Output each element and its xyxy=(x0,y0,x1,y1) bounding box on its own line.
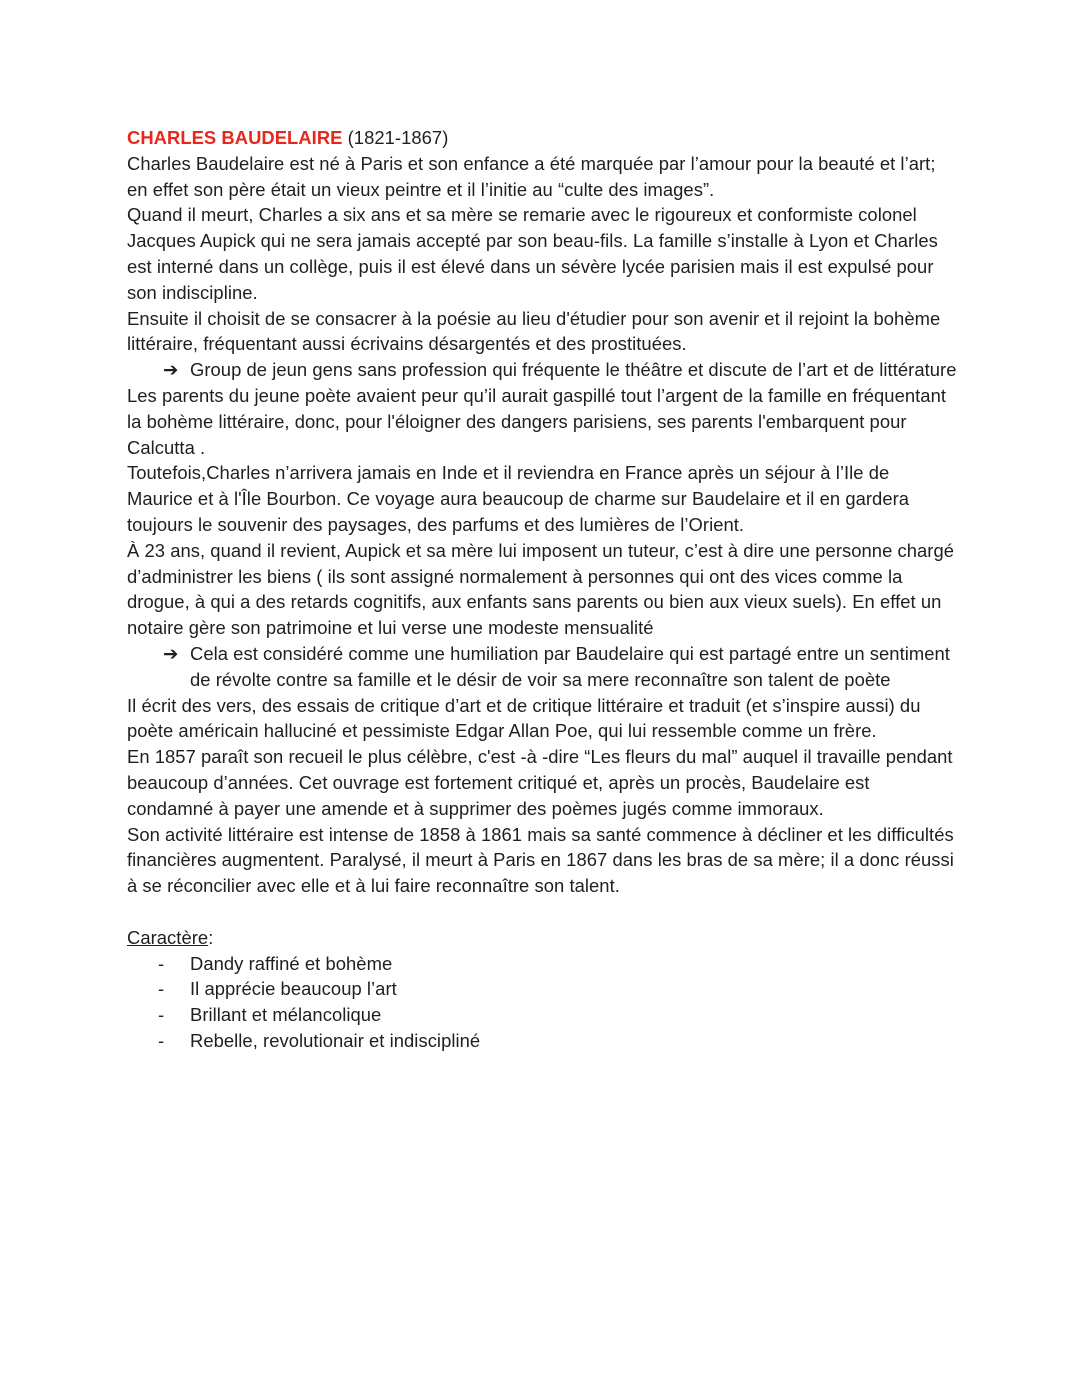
dash-marker: - xyxy=(158,1029,165,1051)
list-item xyxy=(127,1002,957,1028)
list-item-text: Brillant et mélancolique xyxy=(190,1004,382,1026)
dash-marker: - xyxy=(158,1004,165,1026)
character-heading-colon: : xyxy=(208,926,214,948)
arrow-bullet-text: Cela est considéré comme une humiliation par Baudelaire qui est partagé entre un sentiment de révolte contre sa famille et le désir de voir sa mere reconnaître son talent de poète xyxy=(190,642,950,690)
title-dates: (1821-1867) xyxy=(342,127,449,148)
list-item-text: Il apprécie beaucoup l’art xyxy=(190,978,397,1000)
blank-line xyxy=(127,899,957,925)
paragraph: À 23 ans, quand il revient, Aupick et sa mère lui imposent un tuteur, c’est à dire une personne chargé d’administrer les biens ( ils sont assigné normalement à personnes qui ont des vices comme la drogue, à qui a des retards cognitifs, aux enfants sans parents ou bien aux vieux suels). En effet un notaire gère son patrimoine et lui verse une modeste mensualité xyxy=(127,539,955,639)
title-name: CHARLES BAUDELAIRE xyxy=(127,127,343,148)
paragraph: Il écrit des vers, des essais de critique d’art et de critique littéraire et traduit (et s’inspire aussi) du poète américain halluciné et pessimiste Edgar Allan Poe, qui lui ressemble comme un frère. xyxy=(127,694,921,742)
document-body xyxy=(127,125,957,1054)
arrow-bullet xyxy=(127,641,957,693)
paragraph: Son activité littéraire est intense de 1858 à 1861 mais sa santé commence à décliner et les difficultés financières augmentent. Paralysé, il meurt à Paris en 1867 dans les bras de sa mère; il a donc réussi à se réconcilier avec elle et à lui faire reconnaître son talent. xyxy=(127,823,954,897)
document-title xyxy=(127,125,957,151)
paragraph: Les parents du jeune poète avaient peur qu’il aurait gaspillé tout l’argent de la famille en fréquentant la bohème littéraire, donc, pour l'éloigner des dangers parisiens, ses parents l'embarquent pour Calcutta . xyxy=(127,384,947,458)
list-item xyxy=(127,976,957,1002)
dash-marker: - xyxy=(158,952,165,974)
character-list xyxy=(127,951,957,1054)
paragraph: Charles Baudelaire est né à Paris et son enfance a été marquée par l’amour pour la beauté et l’art; en effet son père était un vieux peintre et il l’initie au “culte des images”. xyxy=(127,152,936,200)
character-heading xyxy=(127,925,957,951)
list-item-text: Dandy raffiné et bohème xyxy=(190,952,393,974)
dash-marker: - xyxy=(158,978,165,1000)
paragraph: Ensuite il choisit de se consacrer à la poésie au lieu d'étudier pour son avenir et il rejoint la bohème littéraire, fréquentant aussi écrivains désargentés et des prostituées. xyxy=(127,307,941,355)
paragraph: Toutefois,Charles n’arrivera jamais en Inde et il reviendra en France après un séjour à l’Ile de Maurice et à l'Île Bourbon. Ce voyage aura beaucoup de charme sur Baudelaire et il en gardera toujours le souvenir des paysages, des parfums et des lumières de l’Orient. xyxy=(127,462,910,535)
paragraph: Quand il meurt, Charles a six ans et sa mère se remarie avec le rigoureux et conformiste colonel Jacques Aupick qui ne sera jamais accepté par son beau-fils. La famille s’installe à Lyon et Charles est interné dans un collège, puis il est élevé dans un sévère lycée parisien mais il est expulsé pour son indiscipline. xyxy=(127,204,938,303)
arrow-right-icon: ➔ xyxy=(163,359,179,381)
list-item xyxy=(127,951,957,977)
arrow-bullet xyxy=(127,357,957,383)
character-heading-text: Caractère xyxy=(127,926,209,948)
paragraph: En 1857 paraît son recueil le plus célèbre, c'est -à -dire “Les fleurs du mal” auquel il travaille pendant beaucoup d’années. Cet ouvrage est fortement critiqué et, après un procès, Baudelaire est condamné à payer une amende et à supprimer des poèmes jugés comme immoraux. xyxy=(127,746,953,819)
list-item xyxy=(127,1028,957,1054)
arrow-bullet-text: Group de jeun gens sans profession qui fréquente le théâtre et discute de l’art et de littérature xyxy=(190,359,957,381)
list-item-text: Rebelle, revolutionair et indiscipliné xyxy=(190,1029,481,1051)
arrow-right-icon: ➔ xyxy=(163,642,179,664)
